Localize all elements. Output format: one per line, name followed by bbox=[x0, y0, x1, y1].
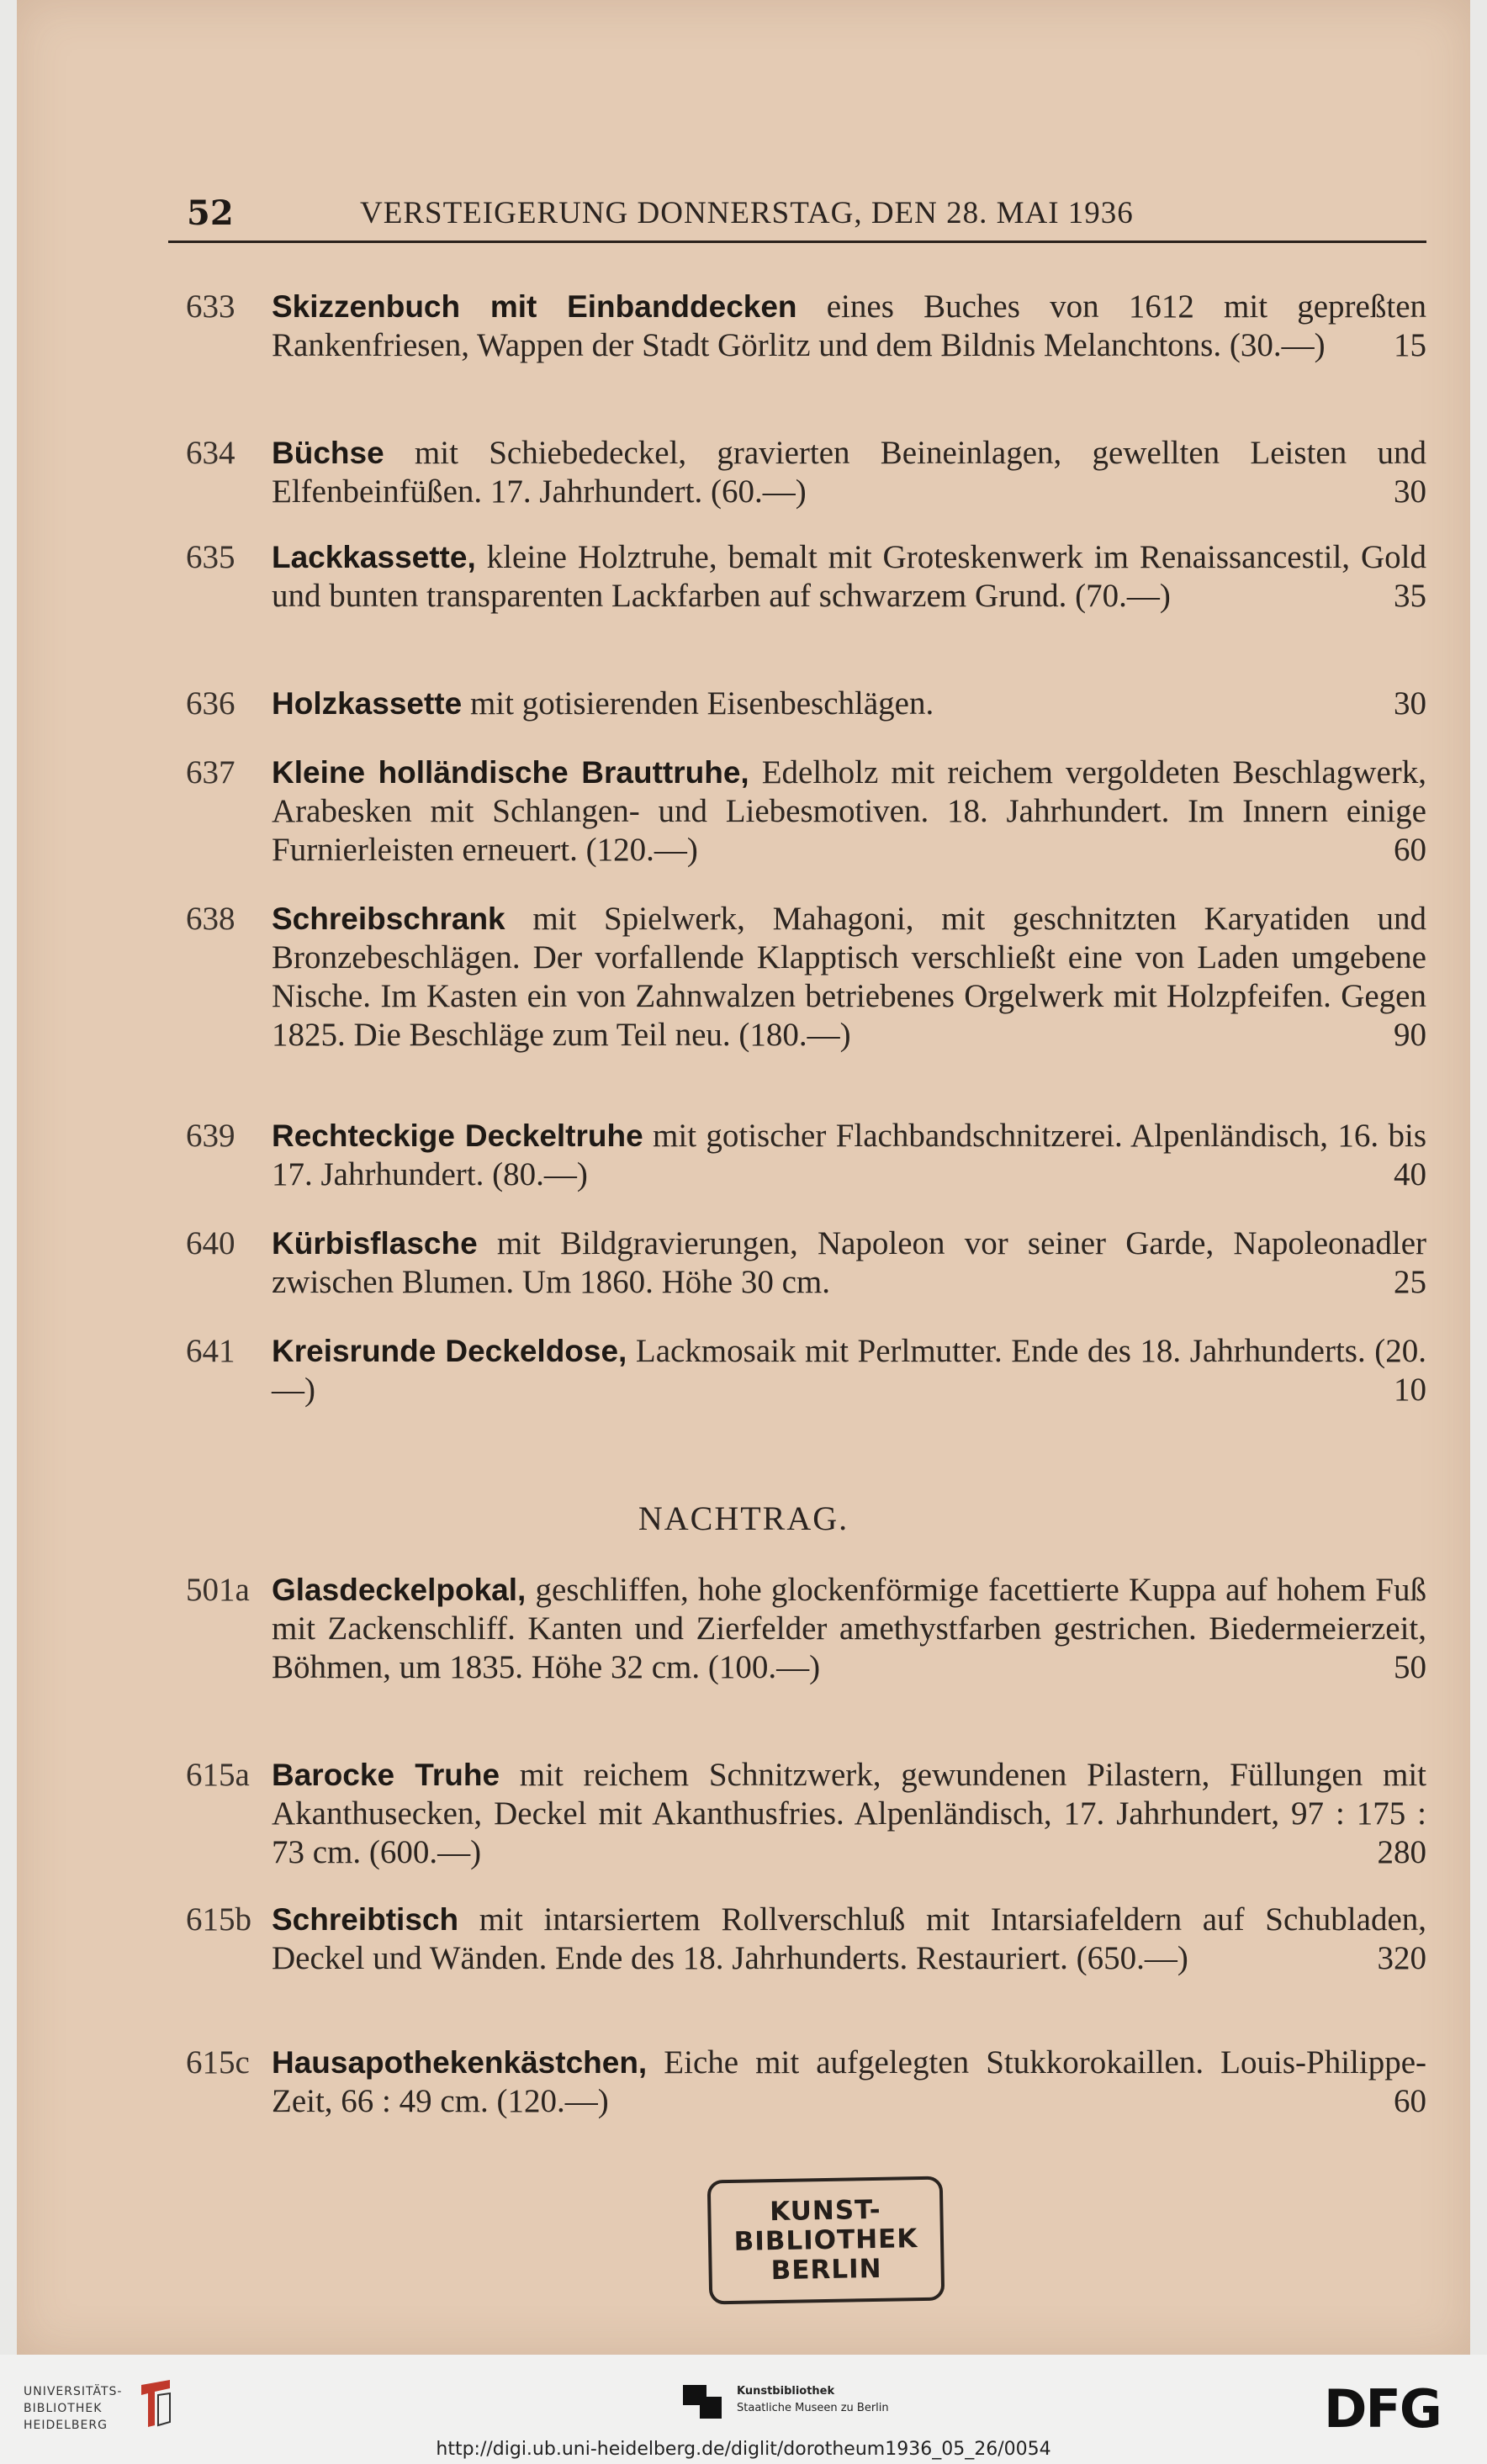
viewer-footer bbox=[0, 2355, 1487, 2464]
uni-line: UNIVERSITÄTS- bbox=[24, 2385, 123, 2398]
lot-number: 634 bbox=[186, 435, 235, 471]
entry-description: geschliffen, hohe glockenförmige facettierte Kuppa auf hohem Fuß mit Zackenschliff. Kanten und Zierfelder amethystfarben gestrichen. Biedermeierzeit, Böhmen, um 1835. Höhe 32 cm. (100.—) bbox=[272, 1572, 1426, 1685]
entry-text bbox=[272, 1117, 1426, 1194]
entry-keyword: Kürbisflasche bbox=[272, 1226, 478, 1261]
entry-text bbox=[272, 753, 1426, 870]
section-title: NACHTRAG. bbox=[638, 1499, 849, 1537]
entry-keyword: Schreibschrank bbox=[272, 902, 505, 936]
entry-keyword: Barocke Truhe bbox=[272, 1758, 500, 1792]
entry-keyword: Schreibtisch bbox=[272, 1902, 459, 1937]
lot-price: 15 bbox=[1394, 327, 1426, 363]
kunstbibliothek-label[interactable] bbox=[737, 2383, 889, 2417]
entry-description: mit Bildgravierungen, Napoleon vor seiner Garde, Napoleonadler zwischen Blumen. Um 1860. Höhe 30 cm. bbox=[272, 1225, 1426, 1300]
entry-keyword: Holzkassette bbox=[272, 686, 463, 721]
lot-number: 639 bbox=[186, 1118, 235, 1154]
entry-text bbox=[272, 1901, 1426, 1978]
entry-description: mit Schiebedeckel, gravierten Beineinlagen, gewellten Leisten und Elfenbeinfüßen. 17. Jahrhundert. (60.—) bbox=[272, 435, 1426, 510]
entry-description: eines Buches von 1612 mit gepreßten Rankenfriesen, Wappen der Stadt Görlitz und dem Bildnis Melanchtons. (30.—) bbox=[272, 288, 1426, 363]
library-stamp bbox=[707, 2176, 945, 2305]
lot-price: 35 bbox=[1394, 578, 1426, 614]
entry-description: mit Spielwerk, Mahagoni, mit geschnitzten Karyatiden und Bronzebeschlägen. Der vorfallende Klapptisch verschließt eine von Laden umgebene Nische. Im Kasten ein von Zahnwalzen betriebenes Orgelwerk mit Holzpfeifen. Gegen 1825. Die Beschläge zum Teil neu. (180.—) bbox=[272, 901, 1426, 1053]
permalink-url[interactable]: http://digi.ub.uni-heidelberg.de/diglit/dorotheum1936_05_26/0054 bbox=[436, 2439, 1051, 2460]
entry-text bbox=[272, 538, 1426, 616]
lot-number: 636 bbox=[186, 685, 235, 722]
lot-number: 640 bbox=[186, 1225, 235, 1261]
lot-number: 638 bbox=[186, 901, 235, 937]
university-library-label[interactable] bbox=[24, 2383, 122, 2434]
lot-price: 40 bbox=[1394, 1156, 1426, 1192]
lot-number: 615c bbox=[186, 2044, 250, 2081]
stamp-line: KUNST- bbox=[769, 2194, 881, 2227]
entry-description: Eiche mit aufgelegten Stukkorokaillen. Louis-Philippe-Zeit, 66 : 49 cm. (120.—) bbox=[272, 2044, 1426, 2119]
entry-keyword: Kreisrunde Deckeldose, bbox=[272, 1334, 627, 1368]
lot-price: 280 bbox=[1377, 1834, 1426, 1870]
kb-line: Kunstbibliothek bbox=[737, 2385, 835, 2398]
page-header bbox=[168, 190, 1426, 243]
lot-price: 10 bbox=[1394, 1372, 1426, 1408]
lot-price: 60 bbox=[1394, 2083, 1426, 2119]
uni-line: HEIDELBERG bbox=[24, 2419, 108, 2432]
entry-keyword: Hausapothekenkästchen, bbox=[272, 2045, 648, 2080]
lot-price: 30 bbox=[1394, 473, 1426, 510]
lot-price: 60 bbox=[1394, 832, 1426, 868]
lot-number: 615a bbox=[186, 1757, 250, 1793]
entry-text bbox=[272, 434, 1426, 511]
entry-keyword: Lackkassette, bbox=[272, 540, 476, 574]
lot-price: 50 bbox=[1394, 1649, 1426, 1685]
entry-text bbox=[272, 288, 1426, 365]
running-head: VERSTEIGERUNG DONNERSTAG, DEN 28. MAI 1936 bbox=[360, 196, 1134, 230]
kunstbibliothek-logo-icon[interactable] bbox=[681, 2380, 723, 2424]
entry-description: mit reichem Schnitzwerk, gewundenen Pilastern, Füllungen mit Akanthusecken, Deckel mit Akanthusfries. Alpenländisch, 17. Jahrhundert, 97 : 175 : 73 cm. (600.—) bbox=[272, 1757, 1426, 1870]
stamp-line: BERLIN bbox=[770, 2253, 882, 2286]
lot-price: 25 bbox=[1394, 1264, 1426, 1300]
lot-price: 90 bbox=[1394, 1017, 1426, 1053]
entry-text bbox=[272, 1332, 1426, 1409]
entry-text bbox=[272, 1224, 1426, 1302]
entry-keyword: Glasdeckelpokal, bbox=[272, 1573, 527, 1607]
entry-description: kleine Holztruhe, bemalt mit Groteskenwerk im Renaissancestil, Gold und bunten transparenten Lackfarben auf schwarzem Grund. (70.—) bbox=[272, 539, 1426, 614]
entry-description: mit intarsiertem Rollverschluß mit Intarsiafeldern auf Schubladen, Deckel und Wänden. Ende des 18. Jahrhunderts. Restauriert. (650.—) bbox=[272, 1901, 1426, 1976]
lot-number: 633 bbox=[186, 288, 235, 325]
entry-text bbox=[272, 1571, 1426, 1687]
entry-text bbox=[272, 685, 1426, 723]
lot-price: 30 bbox=[1394, 685, 1426, 722]
entry-keyword: Skizzenbuch mit Einbanddecken bbox=[272, 289, 797, 324]
entry-description: Lackmosaik mit Perlmutter. Ende des 18. Jahrhunderts. (20.—) bbox=[272, 1333, 1426, 1408]
lot-number: 637 bbox=[186, 754, 235, 790]
entry-description: mit gotischer Flachbandschnitzerei. Alpenländisch, 16. bis 17. Jahrhundert. (80.—) bbox=[272, 1118, 1426, 1192]
page-number: 52 bbox=[187, 193, 234, 233]
entry-description: Edelholz mit reichem vergoldeten Beschlagwerk, Arabesken mit Schlangen- und Liebesmotiven. 18. Jahrhundert. Im Innern einige Furnierleisten erneuert. (120.—) bbox=[272, 754, 1427, 868]
university-crest-icon[interactable] bbox=[136, 2377, 177, 2430]
entry-text bbox=[272, 1756, 1426, 1872]
lot-number: 641 bbox=[186, 1333, 235, 1369]
stamp-line: BIBLIOTHEK bbox=[733, 2223, 918, 2257]
lot-price: 320 bbox=[1377, 1940, 1426, 1976]
entry-keyword: Kleine holländische Brauttruhe, bbox=[272, 755, 749, 790]
kb-line: Staatliche Museen zu Berlin bbox=[737, 2402, 889, 2414]
entry-text bbox=[272, 2044, 1426, 2121]
dfg-logo[interactable]: DFG bbox=[1324, 2378, 1441, 2440]
entry-text bbox=[272, 900, 1426, 1055]
lot-number: 635 bbox=[186, 539, 235, 575]
entry-description: mit gotisierenden Eisenbeschlägen. bbox=[462, 685, 934, 722]
entry-keyword: Rechteckige Deckeltruhe bbox=[272, 1118, 643, 1153]
lot-number: 501a bbox=[186, 1572, 250, 1608]
entry-keyword: Büchse bbox=[272, 436, 384, 470]
lot-number: 615b bbox=[186, 1901, 251, 1938]
uni-line: BIBLIOTHEK bbox=[24, 2402, 103, 2415]
